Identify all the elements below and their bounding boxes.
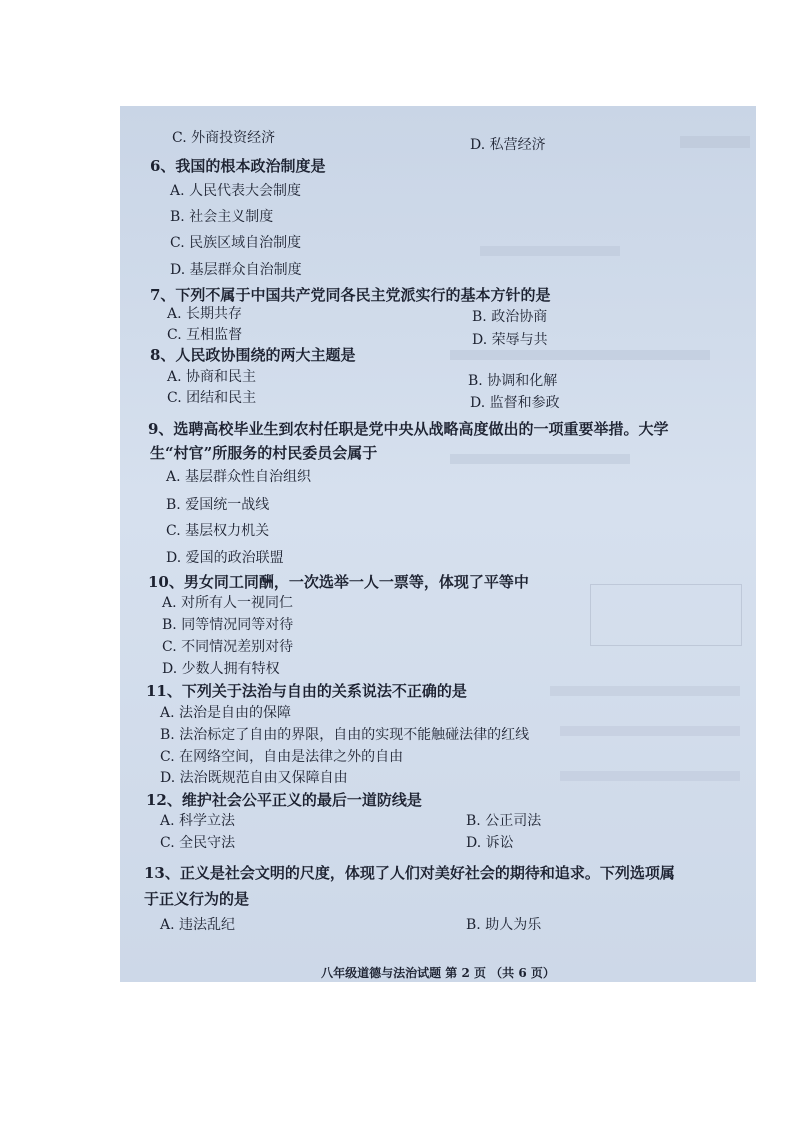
bleed-through-text: [450, 350, 710, 360]
q13-option-b: B. 助人为乐: [466, 917, 542, 933]
q9-option-c: C. 基层权力机关: [166, 523, 270, 539]
scanned-exam-page: [120, 106, 756, 982]
q11-option-d: D. 法治既规范自由又保障自由: [160, 770, 348, 786]
bleed-through-text: [560, 771, 740, 781]
q7-option-d: D. 荣辱与共: [472, 332, 548, 348]
question-6-stem: 6、我国的根本政治制度是: [150, 157, 326, 175]
q6-option-a: A. 人民代表大会制度: [170, 183, 302, 199]
option-c: C. 外商投资经济: [172, 130, 276, 146]
bleed-through-text: [480, 246, 620, 256]
q13-option-a: A. 违法乱纪: [160, 917, 236, 933]
q9-option-b: B. 爱国统一战线: [166, 497, 270, 513]
page-footer: 八年级道德与法治试题 第 2 页 （共 6 页）: [321, 966, 555, 980]
question-9-stem-line2: 生“村官”所服务的村民委员会属于: [150, 444, 378, 462]
bleed-through-text: [450, 454, 630, 464]
question-8-stem: 8、人民政协围绕的两大主题是: [150, 346, 356, 364]
q8-option-a: A. 协商和民主: [167, 369, 257, 385]
q9-option-d: D. 爱国的政治联盟: [166, 550, 284, 566]
q12-option-d: D. 诉讼: [466, 835, 514, 851]
q10-option-d: D. 少数人拥有特权: [162, 661, 280, 677]
question-11-stem: 11、下列关于法治与自由的关系说法不正确的是: [146, 682, 467, 700]
question-9-stem-line1: 9、选聘高校毕业生到农村任职是党中央从战略高度做出的一项重要举措。大学: [148, 420, 669, 438]
question-13-stem-line2: 于正义行为的是: [144, 890, 250, 908]
q8-option-d: D. 监督和参政: [470, 395, 560, 411]
q7-option-a: A. 长期共存: [167, 306, 243, 322]
q10-option-c: C. 不同情况差别对待: [162, 639, 294, 655]
question-10-stem: 10、男女同工同酬，一次选举一人一票等，体现了平等中: [148, 573, 529, 591]
q12-option-b: B. 公正司法: [466, 813, 542, 829]
bleed-through-table: [590, 584, 742, 646]
q6-option-b: B. 社会主义制度: [170, 209, 274, 225]
q8-option-c: C. 团结和民主: [167, 390, 257, 406]
bleed-through-text: [680, 136, 750, 148]
q8-option-b: B. 协调和化解: [468, 373, 558, 389]
q12-option-a: A. 科学立法: [160, 813, 236, 829]
q7-option-c: C. 互相监督: [167, 327, 243, 343]
q7-option-b: B. 政治协商: [472, 309, 548, 325]
question-12-stem: 12、维护社会公平正义的最后一道防线是: [146, 791, 422, 809]
option-d: D. 私营经济: [470, 137, 546, 153]
q6-option-d: D. 基层群众自治制度: [170, 262, 302, 278]
q12-option-c: C. 全民守法: [160, 835, 236, 851]
q11-option-b: B. 法治标定了自由的界限，自由的实现不能触碰法律的红线: [160, 727, 530, 743]
bleed-through-text: [560, 726, 740, 736]
q6-option-c: C. 民族区域自治制度: [170, 235, 302, 251]
q11-option-a: A. 法治是自由的保障: [160, 705, 292, 721]
q9-option-a: A. 基层群众性自治组织: [166, 469, 312, 485]
question-13-stem-line1: 13、正义是社会文明的尺度，体现了人们对美好社会的期待和追求。下列选项属: [144, 864, 675, 882]
question-7-stem: 7、下列不属于中国共产党同各民主党派实行的基本方针的是: [150, 286, 551, 304]
q10-option-a: A. 对所有人一视同仁: [162, 595, 294, 611]
bleed-through-text: [550, 686, 740, 696]
q11-option-c: C. 在网络空间，自由是法律之外的自由: [160, 749, 404, 765]
q10-option-b: B. 同等情况同等对待: [162, 617, 294, 633]
